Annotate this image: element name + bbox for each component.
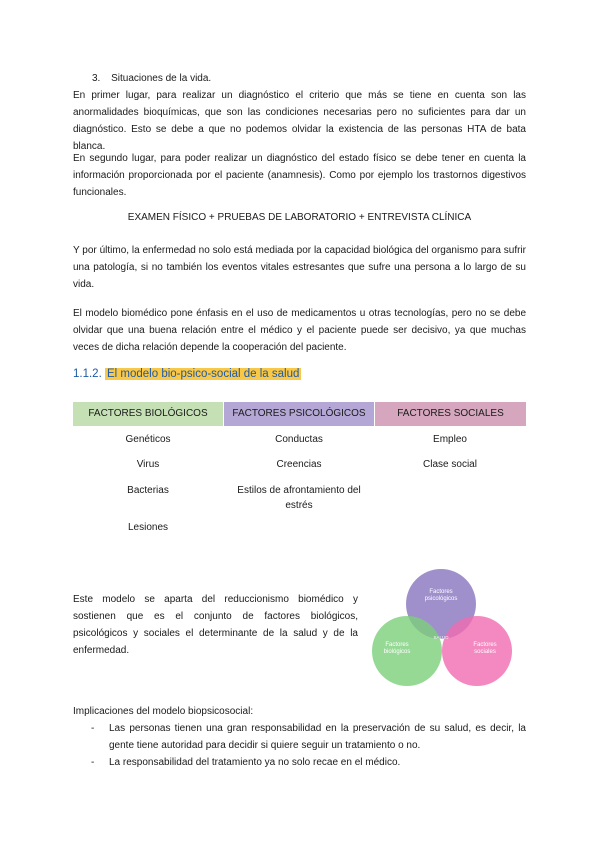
- bullet-dash: -: [91, 723, 95, 734]
- venn-label-right: Factores sociales: [473, 642, 497, 655]
- biopsychosocial-venn-diagram: [365, 567, 525, 697]
- section-title: El modelo bio-psico-social de la salud: [106, 368, 300, 380]
- list-item: [73, 754, 526, 771]
- implications-section: [73, 703, 526, 771]
- formula-line: EXAMEN FÍSICO + PRUEBAS DE LABORATORIO + ENTREVISTA CLÍNICA: [127, 212, 472, 223]
- paragraph-1: En primer lugar, para realizar un diagnóstico el criterio que más se tiene en cuenta son las anormalidades bioquímicas, que son las condiciones necesarias pero no suficientes para dar un diagnóstico. Esto se debe a que no podemos olvidar la existencia de las personas HTA de bata blanca.: [73, 90, 526, 152]
- paragraph-3: Y por último, la enfermedad no solo está mediada por la capacidad biológica del organismo para sufrir una patología, si no también los eventos vitales estresantes que sufre una persona a lo largo de su vida.: [73, 245, 526, 290]
- table-cell: Clase social: [423, 459, 477, 470]
- bullet-text: Las personas tienen una gran responsabilidad en la preservación de su salud, es decir, la gente tiene autoridad para decidir si quiere seguir un tratamiento o no.: [109, 723, 526, 751]
- bullet-text: La responsabilidad del tratamiento ya no solo recae en el médico.: [109, 757, 401, 768]
- table-cell: Creencias: [276, 459, 322, 470]
- table-header-social: FACTORES SOCIALES: [375, 402, 526, 426]
- venn-label-left: Factores biológicos: [383, 642, 411, 655]
- section-number: 1.1.2.: [73, 368, 102, 380]
- venn-label-center: SALUD: [433, 635, 449, 640]
- venn-label-top: Factores psicológicos: [424, 589, 458, 602]
- table-cell: Genéticos: [125, 434, 171, 445]
- list-number: 3.: [92, 73, 101, 84]
- paragraph-2: En segundo lugar, para poder realizar un diagnóstico del estado físico se debe tener en cuenta la información proporcionada por el paciente (anamnesis). Como por ejemplo los trastornos digestivos funcionales.: [73, 153, 526, 198]
- list-item: [73, 720, 526, 754]
- list-item-heading: [92, 73, 211, 84]
- table-cell: Conductas: [275, 434, 323, 445]
- table-cell: Bacterias: [127, 485, 169, 496]
- bullet-dash: -: [91, 757, 95, 768]
- paragraph-5: Este modelo se aparta del reduccionismo biomédico y sostienen que es el conjunto de factores biológicos, psicológicos y sociales el determinante de la salud y de la enfermedad.: [73, 594, 358, 656]
- table-cell: Virus: [136, 459, 160, 470]
- table-cell: Lesiones: [127, 522, 169, 533]
- table-cell: Estilos de afrontamiento del estrés: [237, 485, 361, 511]
- list-text: Situaciones de la vida.: [111, 73, 212, 84]
- paragraph-4: El modelo biomédico pone énfasis en el uso de medicamentos u otras tecnologías, pero no se debe olvidar que una buena relación entre el médico y el paciente puede ser decisivo, ya que muchas veces de dicha relación depende la cooperación del paciente.: [73, 308, 526, 353]
- table-header-biological: FACTORES BIOLÓGICOS: [73, 402, 223, 426]
- table-header-psychological: FACTORES PSICOLÓGICOS: [224, 402, 374, 426]
- section-heading: [73, 368, 301, 380]
- table-cell: Empleo: [433, 434, 467, 445]
- implications-title: Implicaciones del modelo biopsicosocial:: [73, 706, 254, 717]
